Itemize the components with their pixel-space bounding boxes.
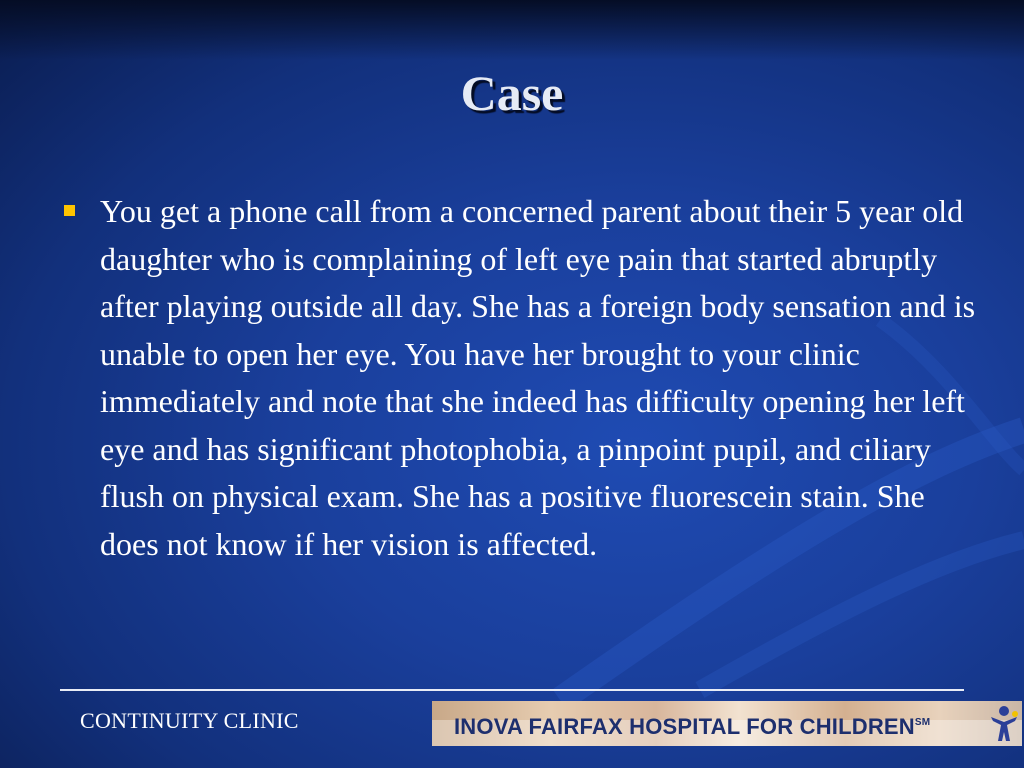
service-mark: SM bbox=[914, 717, 931, 728]
hospital-banner bbox=[432, 701, 1022, 746]
banner-name-text: INOVA FAIRFAX HOSPITAL FOR CHILDREN bbox=[454, 714, 915, 739]
top-shade bbox=[0, 0, 1024, 60]
footer-label: CONTINUITY CLINIC bbox=[80, 708, 299, 733]
slide-title: Case bbox=[460, 65, 564, 121]
square-bullet-icon bbox=[64, 205, 75, 216]
child-figure-logo-icon bbox=[988, 705, 1020, 743]
bullet-text: You get a phone call from a concerned parent about their 5 year old daughter who is complaining of left eye pain that started abruptly after playing outside all day. She has a foreign body sensation and is unable to open her eye. You have her brought to your clinic immediately and note that she indeed has difficulty opening her left eye and has significant photophobia, a pinpoint pupil, and ciliary flush on physical exam. She has a positive fluorescein stain. She does not know if her vision is affected. bbox=[100, 193, 976, 562]
banner-name bbox=[454, 714, 930, 740]
footer-divider bbox=[60, 689, 964, 691]
